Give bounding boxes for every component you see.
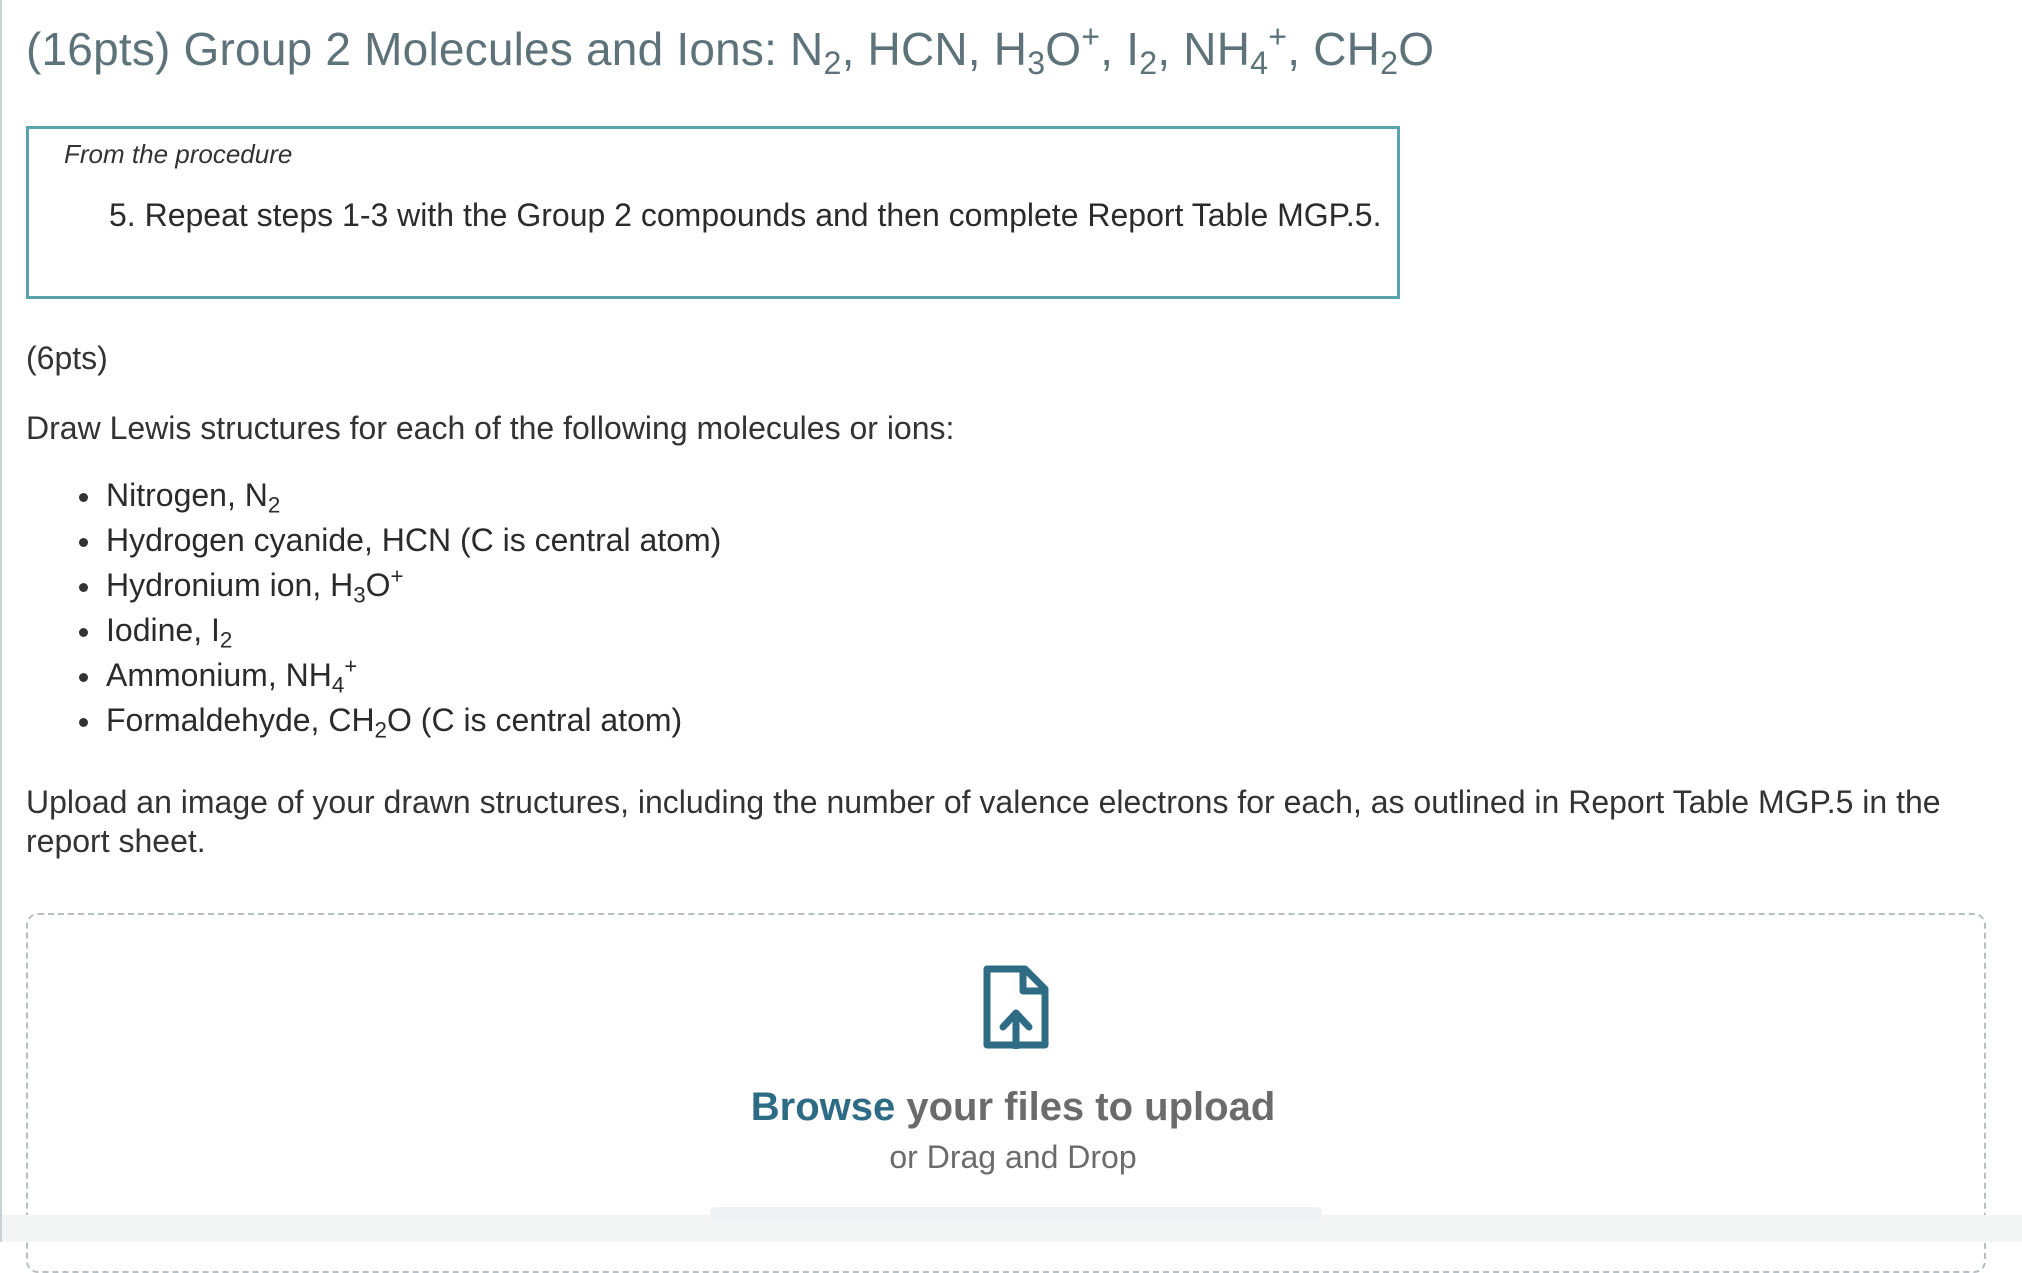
upload-description: Upload an image of your drawn structures, including the number of valence electrons for each, as outlined in Report Table MGP.5 in the report sheet. [26,784,1941,859]
list-item: Hydronium ion, $H_3O^+$ [106,563,721,608]
procedure-label: From the procedure [64,139,293,169]
list-item: Hydrogen cyanide, HCN (C is central atom) [106,518,721,563]
procedure-callout [26,126,1400,299]
procedure-step: 5. Repeat steps 1-3 with the Group 2 compounds and then complete Report Table MGP.5. [109,197,1382,233]
list-item: Ammonium, $NH_4^+$ [106,653,721,698]
browse-link[interactable]: Browse [750,1085,896,1129]
molecule-list [106,473,721,743]
list-item: Iodine, $I_2$ [106,608,721,653]
part-instruction: Draw Lewis structures for each of the following molecules or ions: [26,410,955,446]
upload-button-partial[interactable] [710,1207,1322,1221]
question-title: (16pts) Group 2 Molecules and Ions: $N_2$, HCN, $H_3O^+$, $I_2$, $NH_4^+$, $CH_2O$ [26,18,1435,82]
list-item: Nitrogen, $N_2$ [106,473,721,518]
browse-prompt: Browse your files to upload [750,1085,1276,1129]
list-item: Formaldehyde, $CH_2O$ (C is central atom) [106,698,721,743]
drag-drop-hint: or Drag and Drop [889,1139,1137,1175]
file-upload-icon[interactable] [981,965,1051,1049]
part-points: (6pts) [26,340,108,376]
